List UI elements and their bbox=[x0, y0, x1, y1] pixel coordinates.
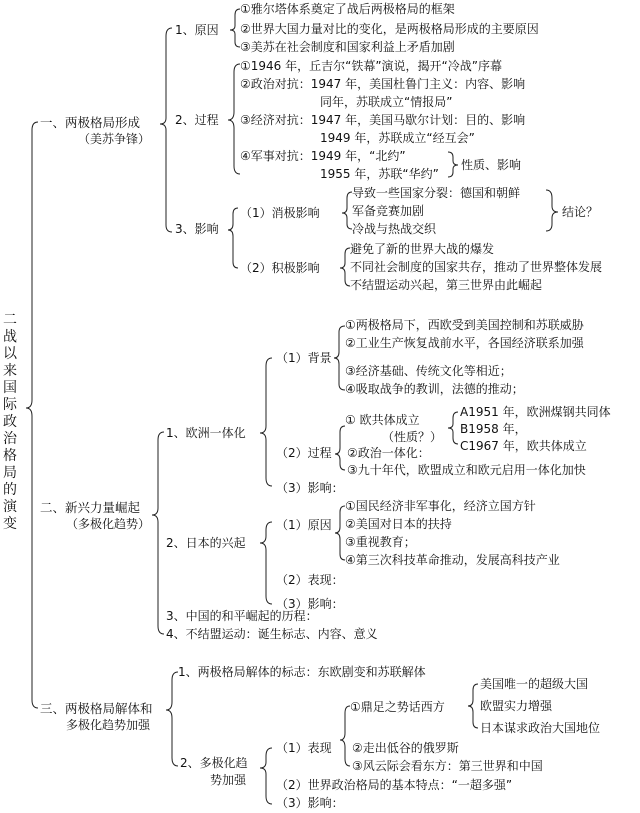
japan-label: 2、日本的兴起 bbox=[166, 536, 246, 550]
japan-influence: （3）影响： bbox=[276, 597, 344, 611]
background-label: （1）背景 bbox=[276, 351, 332, 365]
reason-item-4: ④第三次科技革命推动，发展高科技产业 bbox=[345, 553, 560, 567]
process-item-6: ④军事对抗：1949 年，“北约” bbox=[240, 149, 406, 163]
sec2-title: 二、新兴力量崛起 bbox=[40, 500, 141, 515]
reason-item-3: ③重视教育； bbox=[345, 535, 416, 549]
europe-influence: （3）影响： bbox=[276, 481, 344, 495]
japan-performance: （2）表现： bbox=[276, 573, 344, 587]
eprocess-brace bbox=[335, 426, 345, 470]
eprocess-item-3: ③九十年代，欧盟成立和欧元启用一体化加快 bbox=[347, 463, 586, 477]
background-item-3: ③经济基础、传统文化等相近； bbox=[345, 364, 512, 378]
tripod-label: ①鼎足之势话西方 bbox=[350, 700, 445, 714]
question-brace bbox=[546, 190, 558, 231]
tripod-item-3: 日本谋求政治大国地位 bbox=[480, 721, 601, 735]
ec-label: ① 欧共体成立 bbox=[345, 413, 420, 427]
reason-item-1: ①国民经济非军事化，经济立国方针 bbox=[345, 499, 536, 513]
collapse-sign: 1、两极格局解体的标志：东欧剧变和苏联解体 bbox=[178, 665, 426, 679]
process-item-4: ③经济对抗：1947 年，美国马歇尔计划：目的、影响 bbox=[240, 113, 526, 127]
negative-item-1: 导致一些国家分裂：德国和朝鲜 bbox=[352, 186, 521, 200]
japan-brace bbox=[260, 522, 272, 604]
multi-influence: （3）影响： bbox=[276, 796, 344, 810]
cause-item-3: ③美苏在社会制度和国家利益上矛盾加剧 bbox=[240, 40, 455, 54]
feature-line: （2）世界政治格局的基本特点：“一超多强” bbox=[276, 778, 513, 792]
europe-brace bbox=[260, 358, 272, 486]
sec1-brace bbox=[160, 28, 172, 232]
cause-item-1: ①雅尔塔体系奠定了战后两极格局的框架 bbox=[240, 2, 455, 16]
eprocess-item-2: ②政治一体化： bbox=[347, 446, 430, 460]
process-item-3: 同年，苏联成立“情报局” bbox=[320, 95, 453, 109]
military-note: 性质、影响 bbox=[461, 158, 522, 172]
ec-brace bbox=[448, 412, 458, 444]
sec1-title: 一、两极格局形成 bbox=[40, 115, 141, 130]
background-brace bbox=[334, 326, 345, 390]
performance-brace bbox=[340, 706, 350, 766]
positive-item-3: 不结盟运动兴起，第三世界由此崛起 bbox=[350, 278, 543, 292]
performance-item-3: ③风云际会看东方：第三世界和中国 bbox=[352, 759, 543, 773]
ec-item-2: B1958 年， bbox=[460, 422, 527, 436]
ec-note: （性质？） bbox=[382, 430, 443, 444]
tripod-item-2: 欧盟实力增强 bbox=[480, 699, 553, 713]
background-item-1: ①两极格局下，西欧受到美国控制和苏联威胁 bbox=[345, 318, 584, 332]
sec2-subtitle: （多极化趋势） bbox=[66, 517, 151, 531]
conclusion-question: 结论？ bbox=[562, 205, 599, 219]
root-title: 二战以来国际政治格局的演变 bbox=[3, 312, 17, 532]
europe-label: 1、欧洲一体化 bbox=[166, 426, 246, 440]
process-label: 2、过程 bbox=[175, 113, 219, 127]
causes-brace bbox=[230, 9, 240, 47]
tripod-item-1: 美国唯一的超级大国 bbox=[480, 677, 589, 691]
sec3-brace bbox=[166, 672, 178, 766]
ec-item-1: A1951 年，欧洲煤钢共同体 bbox=[460, 405, 611, 419]
negative-item-3: 冷战与热战交织 bbox=[352, 222, 437, 236]
ec-item-3: C1967 年，欧共体成立 bbox=[460, 439, 587, 453]
positive-brace bbox=[340, 248, 350, 286]
process-item-7: 1955 年，苏联“华约” bbox=[320, 167, 439, 181]
reason-label: （1）原因 bbox=[276, 518, 332, 532]
process-item-1: ①1946 年，丘吉尔“铁幕”演说，揭开“冷战”序幕 bbox=[240, 59, 502, 73]
negative-brace bbox=[342, 192, 352, 229]
background-item-2: ②工业生产恢复战前水平，各国经济联系加强 bbox=[345, 336, 584, 350]
multi-brace bbox=[260, 748, 272, 804]
sec1-subtitle: （美苏争锋） bbox=[78, 132, 151, 146]
nonaligned-movement: 4、不结盟运动：诞生标志、内容、意义 bbox=[166, 627, 378, 641]
reason-item-2: ②美国对日本的扶持 bbox=[345, 517, 452, 531]
sec2-brace bbox=[152, 432, 164, 634]
background-item-4: ④吸取战争的教训，法德的推动； bbox=[345, 382, 524, 396]
positive-item-2: 不同社会制度的国家共存，推动了世界整体发展 bbox=[350, 260, 603, 274]
process-item-2: ②政治对抗：1947 年，美国杜鲁门主义：内容、影响 bbox=[240, 77, 526, 91]
root-brace bbox=[26, 122, 38, 708]
performance-label: （1）表现 bbox=[276, 741, 332, 755]
military-brace bbox=[448, 152, 458, 177]
negative-label: （1）消极影响 bbox=[240, 206, 320, 220]
multi-label-2: 势加强 bbox=[210, 773, 247, 787]
eprocess-label: （2）过程 bbox=[276, 446, 332, 460]
multi-label-1: 2、多极化趋 bbox=[180, 756, 248, 770]
china-rise: 3、中国的和平崛起的历程： bbox=[166, 609, 318, 623]
sec3-subtitle: 多极化趋势加强 bbox=[66, 718, 151, 732]
cause-item-2: ②世界大国力量对比的变化，是两极格局形成的主要原因 bbox=[240, 22, 539, 36]
process-brace bbox=[228, 64, 240, 174]
tripod-brace bbox=[468, 684, 478, 728]
sec3-title: 三、两极格局解体和 bbox=[40, 701, 153, 716]
positive-label: （2）积极影响 bbox=[240, 261, 320, 275]
performance-item-2: ②走出低谷的俄罗斯 bbox=[352, 741, 459, 755]
impact-label: 3、影响 bbox=[175, 222, 219, 236]
negative-item-2: 军备竞赛加剧 bbox=[352, 204, 425, 218]
reason-brace bbox=[335, 506, 345, 560]
positive-item-1: 避免了新的世界大战的爆发 bbox=[350, 242, 495, 256]
process-item-5: 1949 年，苏联成立“经互会” bbox=[320, 131, 475, 145]
impact-brace bbox=[228, 208, 238, 268]
causes-label: 1、原因 bbox=[175, 23, 219, 37]
